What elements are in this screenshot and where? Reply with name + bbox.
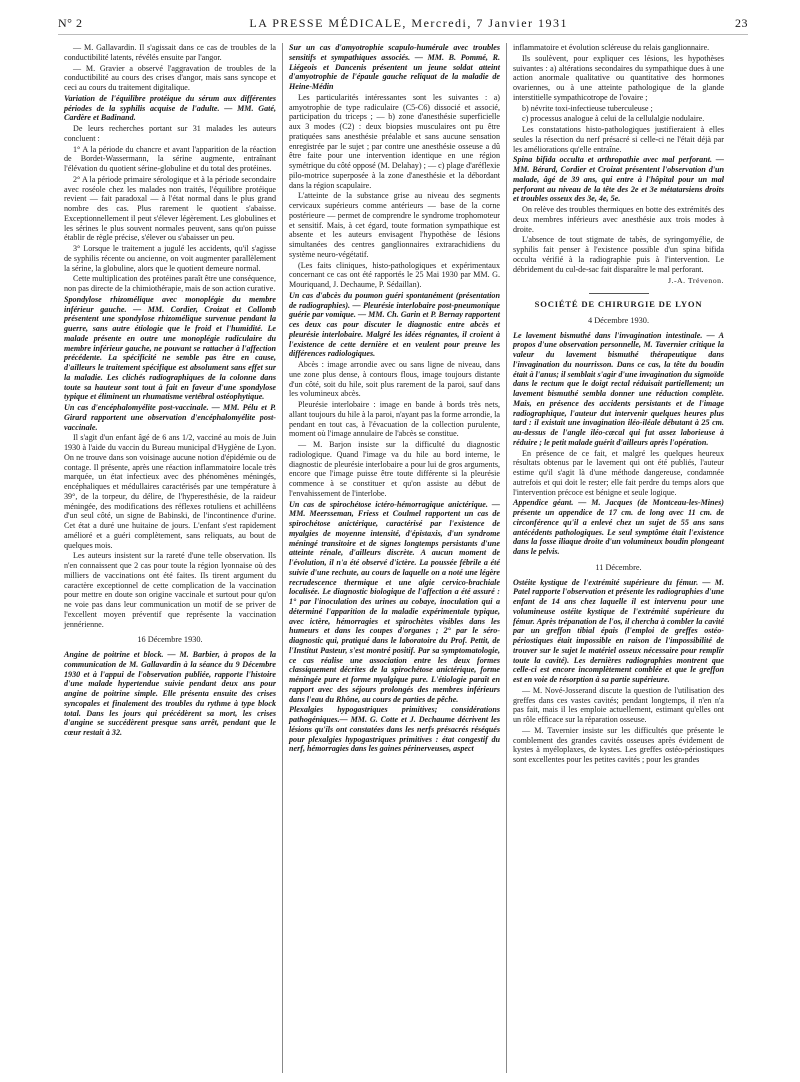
paragraph: L'absence de tout stigmate de tabès, de syringomyélie, de syphilis fait penser à l'existence possible d'un spina bifida occulta vérifié à la radiographie puis à l'intervention. Le débridement du cul-de-sac fait disparaître le mal perforant. bbox=[513, 235, 724, 274]
paragraph: On relève des troubles thermiques en botte des extrémités des deux membres inférieurs avec anesthésie aux trois modes à droite. bbox=[513, 205, 724, 234]
paragraph: Abcès : image arrondie avec ou sans ligne de niveau, dans une zone plus dense, à contours flous, image toujours distante d'un côté, soit du hile, soit plus rarement de la paroi, sauf dans les volumineux abcès. bbox=[289, 360, 500, 399]
paragraph: En présence de ce fait, et malgré les quelques heureux résultats obtenus par le lavement qui ont été publiés, l'auteur estime qu'il s'agit là d'une méthode dangereuse, condamnée autrefois et qui doit le rester; elle fait perdre du temps alors que l'intervention précoce est bénigne et seule logique. bbox=[513, 448, 724, 497]
paragraph: L'atteinte de la substance grise au niveau des segments cervicaux supérieurs comme antérieurs — base de la corne postérieure — permet de comprendre le syndrome trophomoteur et sensitif. Mais, à cet égard, toute formation sympathique est absente et les auteurs envisagent l'hypothèse de lésions simultanées des centres ganglionnaires extrarachidiens du système neuro-végétatif. bbox=[289, 191, 500, 259]
paragraph: Les constatations histo-pathologiques justifieraient à elles seules la résection du nerf présacré si celle-ci ne l'était déjà par les améliorations qu'elle entraîne. bbox=[513, 125, 724, 154]
journal-title: LA PRESSE MÉDICALE, Mercredi, 7 Janvier 1931 bbox=[249, 16, 569, 30]
paragraph: Cette multiplication des protéines paraît être une conséquence, non pas directe de la chimiothérapie, mais de son action curative. bbox=[64, 274, 276, 293]
paragraph: Ils soulèvent, pour expliquer ces lésions, les hypothèses suivantes : a) altérations secondaires du sympathique dues à une action anormale qualitative ou quantitative des hormones ovariennes, ou à une atteinte pathologique de la glande interstitielle sympathicotrope de l'ovaire ; bbox=[513, 53, 724, 102]
section-divider bbox=[589, 293, 649, 294]
paragraph: c) processus analogue à celui de la cellulalgie nodulaire. bbox=[522, 114, 705, 124]
paragraph: 1° A la période du chancre et avant l'apparition de la réaction de Bordet-Wassermann, la sérine augmente, entraînant l'élévation du quotient sérine-globuline et du total des protéines. bbox=[64, 144, 276, 173]
section-title: Angine de poitrine et block. — M. Barbier, à propos de la communication de M. Gallavardin à la séance du 9 Décembre 1930 et à l'appui de l'observation publiée, rapporte l'histoire d'une malade hypertendue suivie pendant deux ans pour angine de poitrine simple. Elle présenta ensuite des crises syncopales et finalement des troubles du rythme à type block total. Dans les jours qui précédèrent sa mort, les crises d'angine se succédèrent presque sans arrêt, pendant que le cœur restait à 32. bbox=[64, 650, 276, 737]
session-date: 11 Décembre. bbox=[595, 562, 642, 572]
section-title: Variation de l'équilibre protéique du sérum aux différentes périodes de la syphilis acquise de l'adulte. — MM. Gaté, Cardère et Badinand. bbox=[64, 93, 276, 123]
column-1 bbox=[58, 43, 282, 1073]
paragraph: Il s'agit d'un enfant âgé de 6 ans 1/2, vacciné au mois de Juin 1930 à l'aide du vaccin du Bureau municipal d'Hygiène de Lyon. On ne trouve dans son voisinage aucune notion d'épidémie ou de contage. Il présente, après une réaction inflammatoire locale très marquée, un état infectieux avec des phénomènes méningés, encéphaliques et médullaires caractérisés par une température à 39°, de la torpeur, du délire, de l'hyperesthésie, de la raideur méningée, des modifications des réflexes rotuliens et achilléens d'un seul côté, un signe de Babinski, de l'incontinence d'urine. Cet état a duré une huitaine de jours. L'enfant s'est rapidement amélioré et a guéri complètement, sans reliquats, au bout de quelques mois. bbox=[64, 433, 276, 550]
paragraph: (Les faits cliniques, histo-pathologiques et expérimentaux concernant ce cas ont été rapportés le 25 Mai 1930 par MM. G. Mouriquand, J. Dechaume, P. Sédaillan). bbox=[289, 260, 500, 289]
paragraph: Pleurésie interlobaire : image en bande à bords très nets, allant toujours du hile à la paroi, n'ayant pas la forme arrondie, la pendant en tout cas, à l'évacuation de la collection purulente, moment où l'image annulaire de l'abcès se constitue. bbox=[289, 400, 500, 439]
section-title: Plexalgies hypogastriques primitives; considérations pathogéniques.— MM. G. Cotte et J. Dechaume décrivent les lésions qu'ils ont constatées dans les nerfs présacrés réséqués pour plexalgies hypogastriques primitives : état congestif du nerf, hémorragies dans les gaines périnerveuses, aspect bbox=[289, 705, 500, 754]
section-title: Un cas d'encéphalomyélite post-vaccinale. — MM. Pélu et P. Girard rapportent une observation d'encéphalomyélite post-vaccinale. bbox=[64, 403, 276, 432]
paragraph: inflammatoire et évolution scléreuse du relais ganglionnaire. bbox=[513, 43, 710, 52]
paragraph: b) névrite toxi-infectieuse tuberculeuse ; bbox=[522, 103, 653, 113]
section-title: Le lavement bismuthé dans l'invagination intestinale. — A propos d'une observation personnelle, M. Tavernier critique la valeur du lavement bismuthé thérapeutique dans l'invagination du nourrisson. Dans ce cas, la tête du boudin était à l'anus; il semblait s'agir d'une invagination du sigmoïde dans le rectum que le doigt rectal réduisait partiellement; un lavement bismuthé sembla donner une réduction complète. Mais, en présence des accidents persistants et de l'image radiographique, l'auteur dut intervenir quelques heures plus tard : il existait une invagination iléo-iléale débutant à 25 cm. au-dessus de l'angle iléo-cæcal qui fut assez laborieuse à réduire ; le petit malade guérit d'ailleurs après l'opération. bbox=[513, 330, 724, 447]
paragraph: Les particularités intéressantes sont les suivantes : a) amyotrophie de type radiculaire (C5-C6) dissocié et associé, participation du triceps ; — b) zone d'anesthésie superficielle aux 3 modes (C2) : deux biopsies musculaires ont pu être pratiquées sans anesthésie préalable et sans aucune sensation enregistrée par le sujet ; par contre une anesthésie osseuse a dû être faite pour une intervention identique en une région symétrique du côté opposé (M. Delahay) ; — c) plage d'aréflexie pilo-motrice superposée à la zone d'anesthésie et la débordant dans la région scapulaire. bbox=[289, 92, 500, 190]
column-3 bbox=[506, 43, 730, 1073]
paragraph: — M. Gallavardin. Il s'agissait dans ce cas de troubles de la conductibilité latents, révélés ensuite par l'angor. bbox=[64, 43, 276, 62]
page-number: 23 bbox=[735, 16, 748, 30]
issue-number: N° 2 bbox=[58, 16, 83, 30]
column-2 bbox=[282, 43, 506, 1073]
article-columns bbox=[58, 43, 748, 1073]
section-title: Spina bifida occulta et arthropathie avec mal perforant. — MM. Bérard, Cordier et Croizat présentent l'observation d'un malade, âgé de 39 ans, qui entre à l'hôpital pour un mal perforant au niveau de la tête des 2e et 3e métatarsiens droits et troubles osseux des 3e, 4e, 5e. bbox=[513, 155, 724, 204]
paragraph: — M. Gravier a observé l'aggravation de troubles de la conductibilité au cours des crises d'angor, mais sans syncope et ceci au cours du traitement digitalique. bbox=[64, 63, 276, 92]
paragraph: — M. Tavernier insiste sur les difficultés que présente le comblement des grandes cavités osseuses après évidement de kystes à myéloplaxes, de kystes. Les greffes ostéo-périostiques sont excellentes pour les petites cavités ; pour les grandes bbox=[513, 725, 724, 764]
paragraph: De leurs recherches portant sur 31 malades les auteurs concluent : bbox=[64, 124, 276, 143]
section-title: Un cas d'abcès du poumon guéri spontanément (présentation de radiographies). — Pleurésie interlobaire post-pneumonique guérie par vomique. — MM. Ch. Garin et P. Bernay rapportent ces deux cas pour discuter le diagnostic entre abcès et pleurésie interlobaire. Malgré les idées régnantes, il croient à l'existence de cette dernière et en veulent pour preuve les différences radiologiques. bbox=[289, 290, 500, 359]
society-heading: SOCIÉTÉ DE CHIRURGIE DE LYON bbox=[534, 299, 703, 309]
session-date: 16 Décembre 1930. bbox=[137, 635, 203, 645]
author-signature: J.-A. Trévenon. bbox=[667, 276, 724, 286]
section-title: Ostéite kystique de l'extrémité supérieure du fémur. — M. Patel rapporte l'observation et présente les radiographies d'une enfant de 14 ans chez laquelle il est intervenu pour une volumineuse ostéite kystique de l'extrémité supérieure du fémur. Après trépanation de l'os, il chercha à combler la cavité par un greffon tibial épais (l'emploi de greffes ostéo-périostiques était impossible en raison de l'impossibilité de trouver sur le sujet le matériel osseux nécessaire pour remplir toute la cavité). Les dernières radiographies montrent que celle-ci est encore incomplètement comblée et que le greffon est en voie de résorption à sa partie supérieure. bbox=[513, 577, 724, 684]
paragraph: — M. Barjon insiste sur la difficulté du diagnostic radiologique. Quand l'image va du hile au bord interne, le diagnostic de pleurésie interlobaire a pour lui de gros arguments, encore que l'image puisse être toute différente si la pleurésie commence à se constituer et qu'on assiste au début de l'envahissement de l'interlobe. bbox=[289, 440, 500, 498]
paragraph: — M. Nové-Josserand discute la question de l'utilisation des greffes dans ces vastes cavités; pendant longtemps, il n'en n'a pas fait, mais il les emploie actuellement, estimant qu'elles ont un rôle efficace sur la réparation osseuse. bbox=[513, 685, 724, 724]
paragraph: 2° A la période primaire sérologique et à la période secondaire avec roséole chez les malades non traités, l'équilibre protéique revient — fait paradoxal — à l'état normal dans le plus grand nombre des cas. Plus rarement le quotient s'abaisse. Exceptionnellement il peut s'élever légèrement. Les globulines et les sérines le plus souvent normales peuvent, sans qu'on puisse établir de règle précise, s'élever ou s'abaisser un peu. bbox=[64, 174, 276, 243]
paragraph: 3° Lorsque le traitement a jugulé les accidents, qu'il s'agisse de syphilis récente ou ancienne, on voit augmenter parallèlement la sérine, la globuline, alors que le quotient demeure normal. bbox=[64, 244, 276, 273]
section-title: Spondylose rhizomélique avec monoplégie du membre inférieur gauche. — MM. Cordier, Croizat et Collomb présentent une spondylose rhizomélique survenue pendant la guerre, sans autre étiologie que le froid et l'humidité. Le malade présente en outre une monoplégie radiculaire du membre inférieur gauche, ne pouvant se rattacher à l'affection précédente. La spécificité ne semble pas être en cause, d'ailleurs le traitement spécifique est absolument sans effet sur la maladie. Les clichés radiographiques de la colonne dans toute sa hauteur sont tout à fait en faveur d'une spondylose typique et éliminent un rhumatisme vertébral ostéophytique. bbox=[64, 294, 276, 402]
section-title: Un cas de spirochétose ictéro-hémorragique anictérique. — MM. Meersseman, Friess et Coulmel rapportent un cas de spirochétose anictérique, caractérisé par l'existence de myalgies de moyenne intensité, d'épistaxis, d'un syndrome méningé transitoire et de signes longtemps persistants d'une atteinte rénale, d'ailleurs discrète. A aucun moment de l'évolution, il n'a été observé d'ictère. La poussée fébrile a été suivie d'une rechute, au cours de laquelle on a noté une légère recrudescence thermique et une algie cervico-brachiale localisée. Le diagnostic biologique de l'affection a été assuré : 1° par l'inoculation des urines au cobaye, inoculation qui a déterminé l'apparition de la maladie expérimentale typique, avec ictère, hémorragies et spirochètes visibles dans les humeurs et dans les coupes d'organes ; 2° par le séro-diagnostic qui, pratiqué dans le laboratoire du Prof. Pettit, de l'Institut Pasteur, s'est montré positif. Par sa symptomatologie, ce cas réalise une association entre les deux formes classiquement décrites de la spirochétose anictérique, forme méningée pure et forme myalgique pure. L'étiologie paraît en rapport avec des séjours prolongés des membres inférieurs dans l'eau du Rhône, au cours de parties de pêche. bbox=[289, 499, 500, 704]
section-title: Appendice géant. — M. Jacques (de Montceau-les-Mines) présente un appendice de 17 cm. de long avec 11 cm. de circonférence qu'il a enlevé chez un sujet de 55 ans sans antécédents pathologiques. Le seul symptôme était l'existence dans la fosse iliaque droite d'un volumineux boudin plongeant dans le pelvis. bbox=[513, 498, 724, 556]
section-title: Sur un cas d'amyotrophie scapulo-humérale avec troubles sensitifs et sympathiques associés. — MM. B. Pommé, R. Liégeois et Dancenis présentent un jeune soldat atteint d'amyotrophie de l'épaule gauche reliquat de la maladie de Heine-Médin bbox=[289, 43, 500, 91]
paragraph: Les auteurs insistent sur la rareté d'une telle observation. Ils n'en connaissent que 2 cas pour toute la région lyonnaise où des milliers de vaccinations ont été faites. Ils tirent argument du caractère exceptionnel de cette complication de la vaccination pour mettre en doute son origine vaccinale et surtout pour qu'on ne voie pas dans leur communication un motif de se priver de l'excellent moyen préventif que représente la vaccination jennérienne. bbox=[64, 551, 276, 629]
session-date: 4 Décembre 1930. bbox=[587, 315, 650, 325]
page-header bbox=[58, 16, 748, 35]
